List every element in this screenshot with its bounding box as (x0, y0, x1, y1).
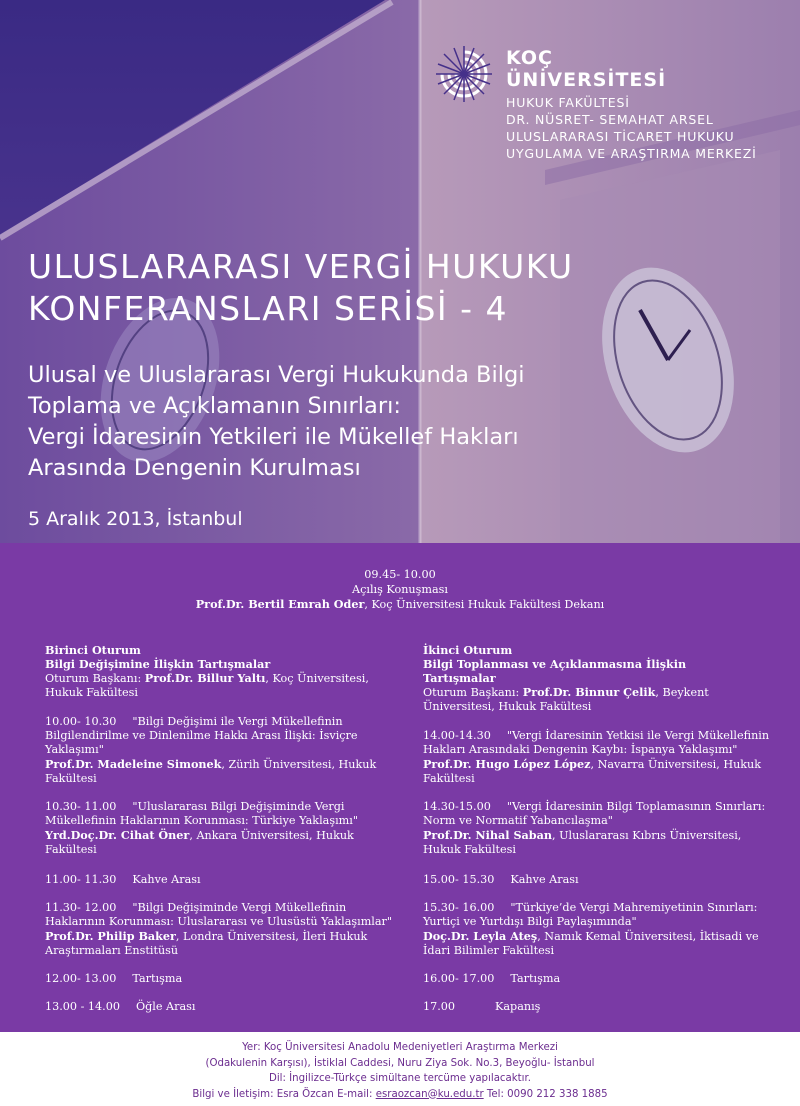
opening-speaker-affiliation: , Koç Üniversitesi Hukuk Fakültesi Dekanı (364, 598, 605, 611)
session1-discussion-label: Tartışma (132, 972, 183, 985)
session2-coffee-break (423, 873, 778, 887)
session2-talk3 (423, 901, 778, 958)
session2-talk1-speaker: Prof.Dr. Hugo López López (423, 757, 591, 771)
session1-discussion-time: 12.00- 13.00 (45, 972, 117, 985)
session2-talk1-title-b: Hakları Arasındaki Dengenin Kaybı: İspanya Yaklaşımı" (423, 743, 738, 756)
session1-talk2-time: 10.30- 11.00 (45, 800, 117, 813)
session2-talk1-time: 14.00-14.30 (423, 729, 491, 742)
session2-title-a: Bilgi Toplanması ve Açıklanmasına İlişkin (423, 657, 687, 671)
session1-talk3-time: 11.30- 12.00 (45, 901, 117, 914)
opening-session (0, 567, 800, 612)
series-title-line1: ULUSLARARASI VERGİ HUKUKU (28, 247, 574, 286)
conference-title-line4: Arasında Dengenin Kurulması (28, 455, 361, 481)
session2-talk3-title-a: "Türkiye’de Vergi Mahremiyetinin Sınırları: (510, 901, 758, 914)
footer (0, 1032, 800, 1106)
session2-talk2-time: 14.30-15.00 (423, 800, 491, 813)
session2-heading: İkinci Oturum (423, 643, 513, 657)
session1-talk3-affiliation-b: Araştırmaları Enstitüsü (45, 944, 179, 957)
series-title-line2: KONFERANSLARI SERİSİ - 4 (28, 289, 509, 328)
session2-talk1-affiliation-a: , Navarra Üniversitesi, Hukuk (590, 758, 762, 771)
session1-chair-affiliation-b: Hukuk Fakültesi (45, 686, 138, 699)
session2-discussion-label: Tartışma (510, 972, 561, 985)
session2-chair-affiliation-a: , Beykent (655, 686, 709, 699)
session1-talk1-title-c: Yaklaşımı" (45, 743, 104, 756)
session1-break-label: Kahve Arası (132, 873, 201, 886)
session2-talk2-speaker: Prof.Dr. Nihal Saban (423, 828, 552, 842)
footer-language: Dil: İngilizce-Türkçe simültane tercüme yapılacaktır. (269, 1073, 531, 1084)
logo-brand-universitesi: ÜNİVERSİTESİ (506, 69, 667, 91)
logo-brand-koc: KOÇ (506, 47, 553, 69)
session2-talk3-speaker: Doç.Dr. Leyla Ateş (423, 929, 538, 943)
conference-title-line2: Toplama ve Açıklamanın Sınırları: (28, 393, 401, 419)
session1-talk3-title-b: Haklarının Korunması: Uluslararası ve Ulusüstü Yaklaşımlar" (45, 915, 393, 928)
session1-talk2-title-a: "Uluslararası Bilgi Değişiminde Vergi (132, 800, 345, 813)
footer-venue: Yer: Koç Üniversitesi Anadolu Medeniyetleri Araştırma Merkezi (242, 1042, 558, 1053)
conference-title (28, 360, 748, 484)
session1-talk2 (45, 800, 400, 857)
session2-talk3-affiliation-b: İdari Bilimler Fakültesi (423, 944, 555, 957)
session1-lunch-time: 13.00 - 14.00 (45, 1000, 120, 1013)
session2-header (423, 643, 778, 714)
logo-faculty: HUKUK FAKÜLTESİ (506, 95, 630, 110)
session1-chair-label: Oturum Başkanı: (45, 672, 145, 685)
program-section (0, 543, 800, 1032)
session1-talk1-title-a: "Bilgi Değişimi ile Vergi Mükellefinin (132, 715, 343, 728)
opening-label: Açılış Konuşması (352, 583, 448, 596)
session1-header (45, 643, 400, 700)
session1-talk3-speaker: Prof.Dr. Philip Baker (45, 929, 176, 943)
session2-talk2 (423, 800, 778, 857)
session1-talk2-speaker: Yrd.Doç.Dr. Cihat Öner (45, 828, 190, 842)
session2-closing-label: Kapanış (495, 1000, 541, 1013)
logo-center-line1: DR. NÜSRET- SEMAHAT ARSEL (506, 112, 714, 127)
session1-talk2-affiliation-b: Fakültesi (45, 843, 97, 856)
session1-talk1-time: 10.00- 10.30 (45, 715, 117, 728)
logo-center-line2: ULUSLARARASI TİCARET HUKUKU (506, 129, 735, 144)
session2-break-time: 15.00- 15.30 (423, 873, 495, 886)
session1-discussion (45, 972, 400, 986)
opening-speaker-name: Prof.Dr. Bertil Emrah Oder (195, 597, 365, 611)
session2-talk3-time: 15.30- 16.00 (423, 901, 495, 914)
session2-talk2-title-a: "Vergi İdaresinin Bilgi Toplamasının Sınırları: (506, 800, 766, 813)
conference-title-line3: Vergi İdaresinin Yetkileri ile Mükellef Hakları (28, 424, 519, 450)
session1-talk1-title-b: Bilgilendirilme ve Dinlenilme Hakkı Arası İlişki: İsviçre (45, 729, 358, 742)
footer-contact-phone: Tel: 0090 212 338 1885 (483, 1088, 608, 1100)
university-logo (436, 42, 776, 172)
session2-talk1 (423, 729, 778, 786)
session1-talk2-title-b: Mükellefinin Haklarının Korunması: Türkiye Yaklaşımı" (45, 814, 358, 827)
session1-coffee-break (45, 873, 400, 887)
footer-contact (0, 1087, 800, 1103)
contact-email-link[interactable]: esraozcan@ku.edu.tr (375, 1088, 484, 1100)
session2-talk1-affiliation-b: Fakültesi (423, 772, 475, 785)
opening-time: 09.45- 10.00 (364, 568, 436, 581)
session1-chair-affiliation-a: , Koç Üniversitesi, (265, 672, 369, 685)
session1-talk3-affiliation-a: , Londra Üniversitesi, İleri Hukuk (175, 930, 368, 943)
session2-talk2-affiliation-b: Hukuk Fakültesi (423, 843, 516, 856)
session1-lunch (45, 1000, 400, 1014)
opening-speaker (0, 597, 800, 612)
session1-talk1-affiliation-b: Fakültesi (45, 772, 97, 785)
session1-title: Bilgi Değişimine İlişkin Tartışmalar (45, 657, 271, 671)
session2-talk3-affiliation-a: , Namık Kemal Üniversitesi, İktisadi ve (537, 930, 759, 943)
session2-chair-affiliation-b: Üniversitesi, Hukuk Fakültesi (423, 700, 592, 713)
session2-talk1-title-a: "Vergi İdaresinin Yetkisi ile Vergi Mükellefinin (506, 729, 770, 742)
session2-talk3-title-b: Yurtiçi ve Yurtdışı Bilgi Paylaşımında" (423, 915, 637, 928)
session1-break-time: 11.00- 11.30 (45, 873, 117, 886)
session1-talk1-speaker: Prof.Dr. Madeleine Simonek (45, 757, 222, 771)
footer-contact-prefix: Bilgi ve İletişim: Esra Özcan E-mail: (192, 1088, 376, 1100)
session1-chair-name: Prof.Dr. Billur Yaltı (144, 671, 266, 685)
session2-discussion (423, 972, 778, 986)
session2-chair-label: Oturum Başkanı: (423, 686, 523, 699)
session2-talk2-affiliation-a: , Uluslararası Kıbrıs Üniversitesi, (551, 829, 742, 842)
koc-logo-icon (436, 46, 492, 102)
session2-break-label: Kahve Arası (510, 873, 579, 886)
conference-date: 5 Aralık 2013, İstanbul (28, 508, 243, 530)
hero-banner (0, 0, 800, 543)
session1-talk1-affiliation-a: , Zürih Üniversitesi, Hukuk (221, 758, 377, 771)
session2-talk2-title-b: Norm ve Normatif Yabancılaşma" (423, 814, 613, 827)
session1-heading: Birinci Oturum (45, 643, 141, 657)
series-title (28, 246, 768, 330)
session1-talk3-title-a: "Bilgi Değişiminde Vergi Mükellefinin (132, 901, 347, 914)
session2-discussion-time: 16.00- 17.00 (423, 972, 495, 985)
session2-chair-name: Prof.Dr. Binnur Çelik (522, 685, 656, 699)
logo-center-line3: UYGULAMA VE ARAŞTIRMA MERKEZİ (506, 146, 757, 161)
conference-title-line1: Ulusal ve Uluslararası Vergi Hukukunda Bilgi (28, 362, 525, 388)
session2-closing-time: 17.00 (423, 1000, 456, 1013)
session2-closing (423, 1000, 778, 1014)
session2-title-b: Tartışmalar (423, 671, 496, 685)
session1-talk2-affiliation-a: , Ankara Üniversitesi, Hukuk (189, 829, 354, 842)
session1-chair (45, 671, 400, 686)
footer-address: (Odakulenin Karşısı), İstiklal Caddesi, Nuru Ziya Sok. No.3, Beyoğlu- İstanbul (205, 1057, 595, 1069)
session1-talk1 (45, 715, 400, 786)
session1-talk3 (45, 901, 400, 958)
session1-lunch-label: Öğle Arası (135, 1000, 196, 1013)
